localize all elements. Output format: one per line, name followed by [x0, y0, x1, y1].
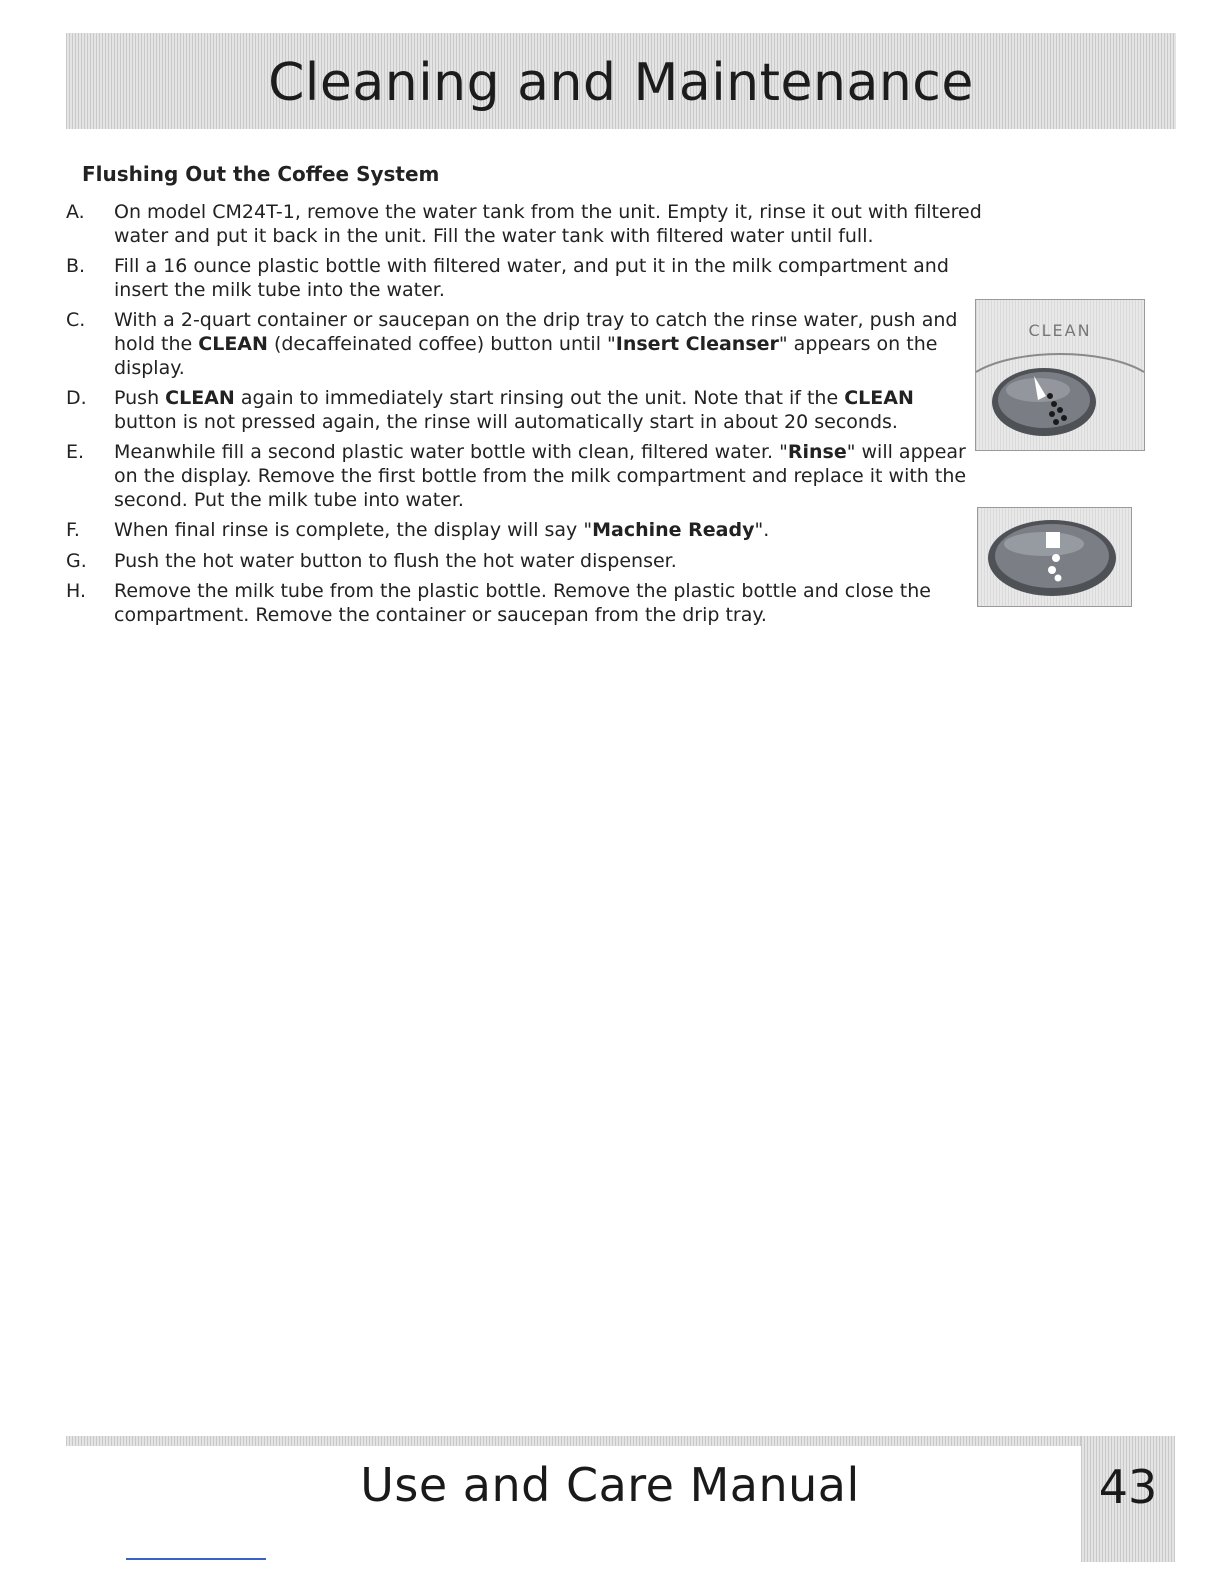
step-letter: A.: [66, 201, 85, 223]
footer-title: Use and Care Manual: [360, 1458, 860, 1512]
step-text: ".: [754, 519, 770, 542]
step-bold: Insert Cleanser: [615, 332, 779, 355]
step-letter: F.: [66, 519, 80, 542]
step-e: [66, 441, 974, 512]
step-text: " will appear on the display. Remove the first bottle from the milk compartment and replace it with the second. Put the milk tube into water.: [114, 441, 967, 511]
step-text: With a 2-quart container or saucepan on the drip tray to catch the rinse water, push and hold the: [114, 309, 958, 355]
hot-water-button-figure: [977, 507, 1132, 607]
step-letter: E.: [66, 441, 85, 464]
page-title: Cleaning and Maintenance: [268, 53, 974, 113]
step-letter: C.: [66, 309, 86, 332]
clean-label: CLEAN: [1028, 321, 1092, 340]
section-heading: Flushing Out the Coffee System: [82, 162, 440, 186]
step-bold: CLEAN: [198, 332, 268, 355]
step-h: [66, 580, 1034, 627]
step-b: [66, 255, 974, 302]
clean-button-icon: [976, 300, 1144, 450]
step-text: (decaffeinated coffee) button until ": [267, 332, 616, 355]
step-c: [66, 309, 974, 380]
step-text: When final rinse is complete, the display will say ": [114, 519, 593, 542]
step-text: again to immediately start rinsing out the unit. Note that if the: [234, 387, 845, 410]
step-bold: Rinse: [787, 441, 847, 464]
step-letter: G.: [66, 549, 87, 572]
step-bold: Machine Ready: [592, 519, 755, 542]
step-text: Fill a 16 ounce plastic bottle with filtered water, and put it in the milk compartment and insert the milk tube into the water.: [114, 255, 949, 301]
step-bold: CLEAN: [165, 387, 235, 410]
step-text: Remove the milk tube from the plastic bottle. Remove the plastic bottle and close the compartment. Remove the container or saucepan from the drip tray.: [114, 580, 931, 626]
step-text: Push the hot water button to flush the hot water dispenser.: [114, 549, 677, 572]
step-text: Push: [114, 387, 166, 410]
step-text: button is not pressed again, the rinse will automatically start in about 20 seconds.: [114, 410, 898, 433]
footer-band: [66, 1436, 1081, 1446]
page-number: 43: [1098, 1460, 1158, 1514]
step-text: " appears on the display.: [114, 332, 938, 379]
clean-button-figure: [975, 299, 1145, 451]
hot-water-button-icon: [978, 508, 1131, 606]
underline-mark: [126, 1558, 266, 1560]
step-g: [66, 550, 974, 574]
step-text: On model CM24T-1, remove the water tank from the unit. Empty it, rinse it out with filtered water and put it back in the unit. Fill the water tank with filtered water until full.: [114, 201, 982, 247]
step-f: [66, 519, 974, 543]
step-letter: H.: [66, 580, 86, 603]
step-letter: D.: [66, 387, 87, 410]
step-a: [66, 201, 1034, 248]
step-bold: CLEAN: [844, 387, 914, 410]
step-d: [66, 387, 974, 434]
steps-list: [66, 201, 986, 635]
header-band: [66, 33, 1176, 129]
step-text: Meanwhile fill a second plastic water bottle with clean, filtered water. ": [114, 441, 788, 464]
step-letter: B.: [66, 255, 86, 278]
